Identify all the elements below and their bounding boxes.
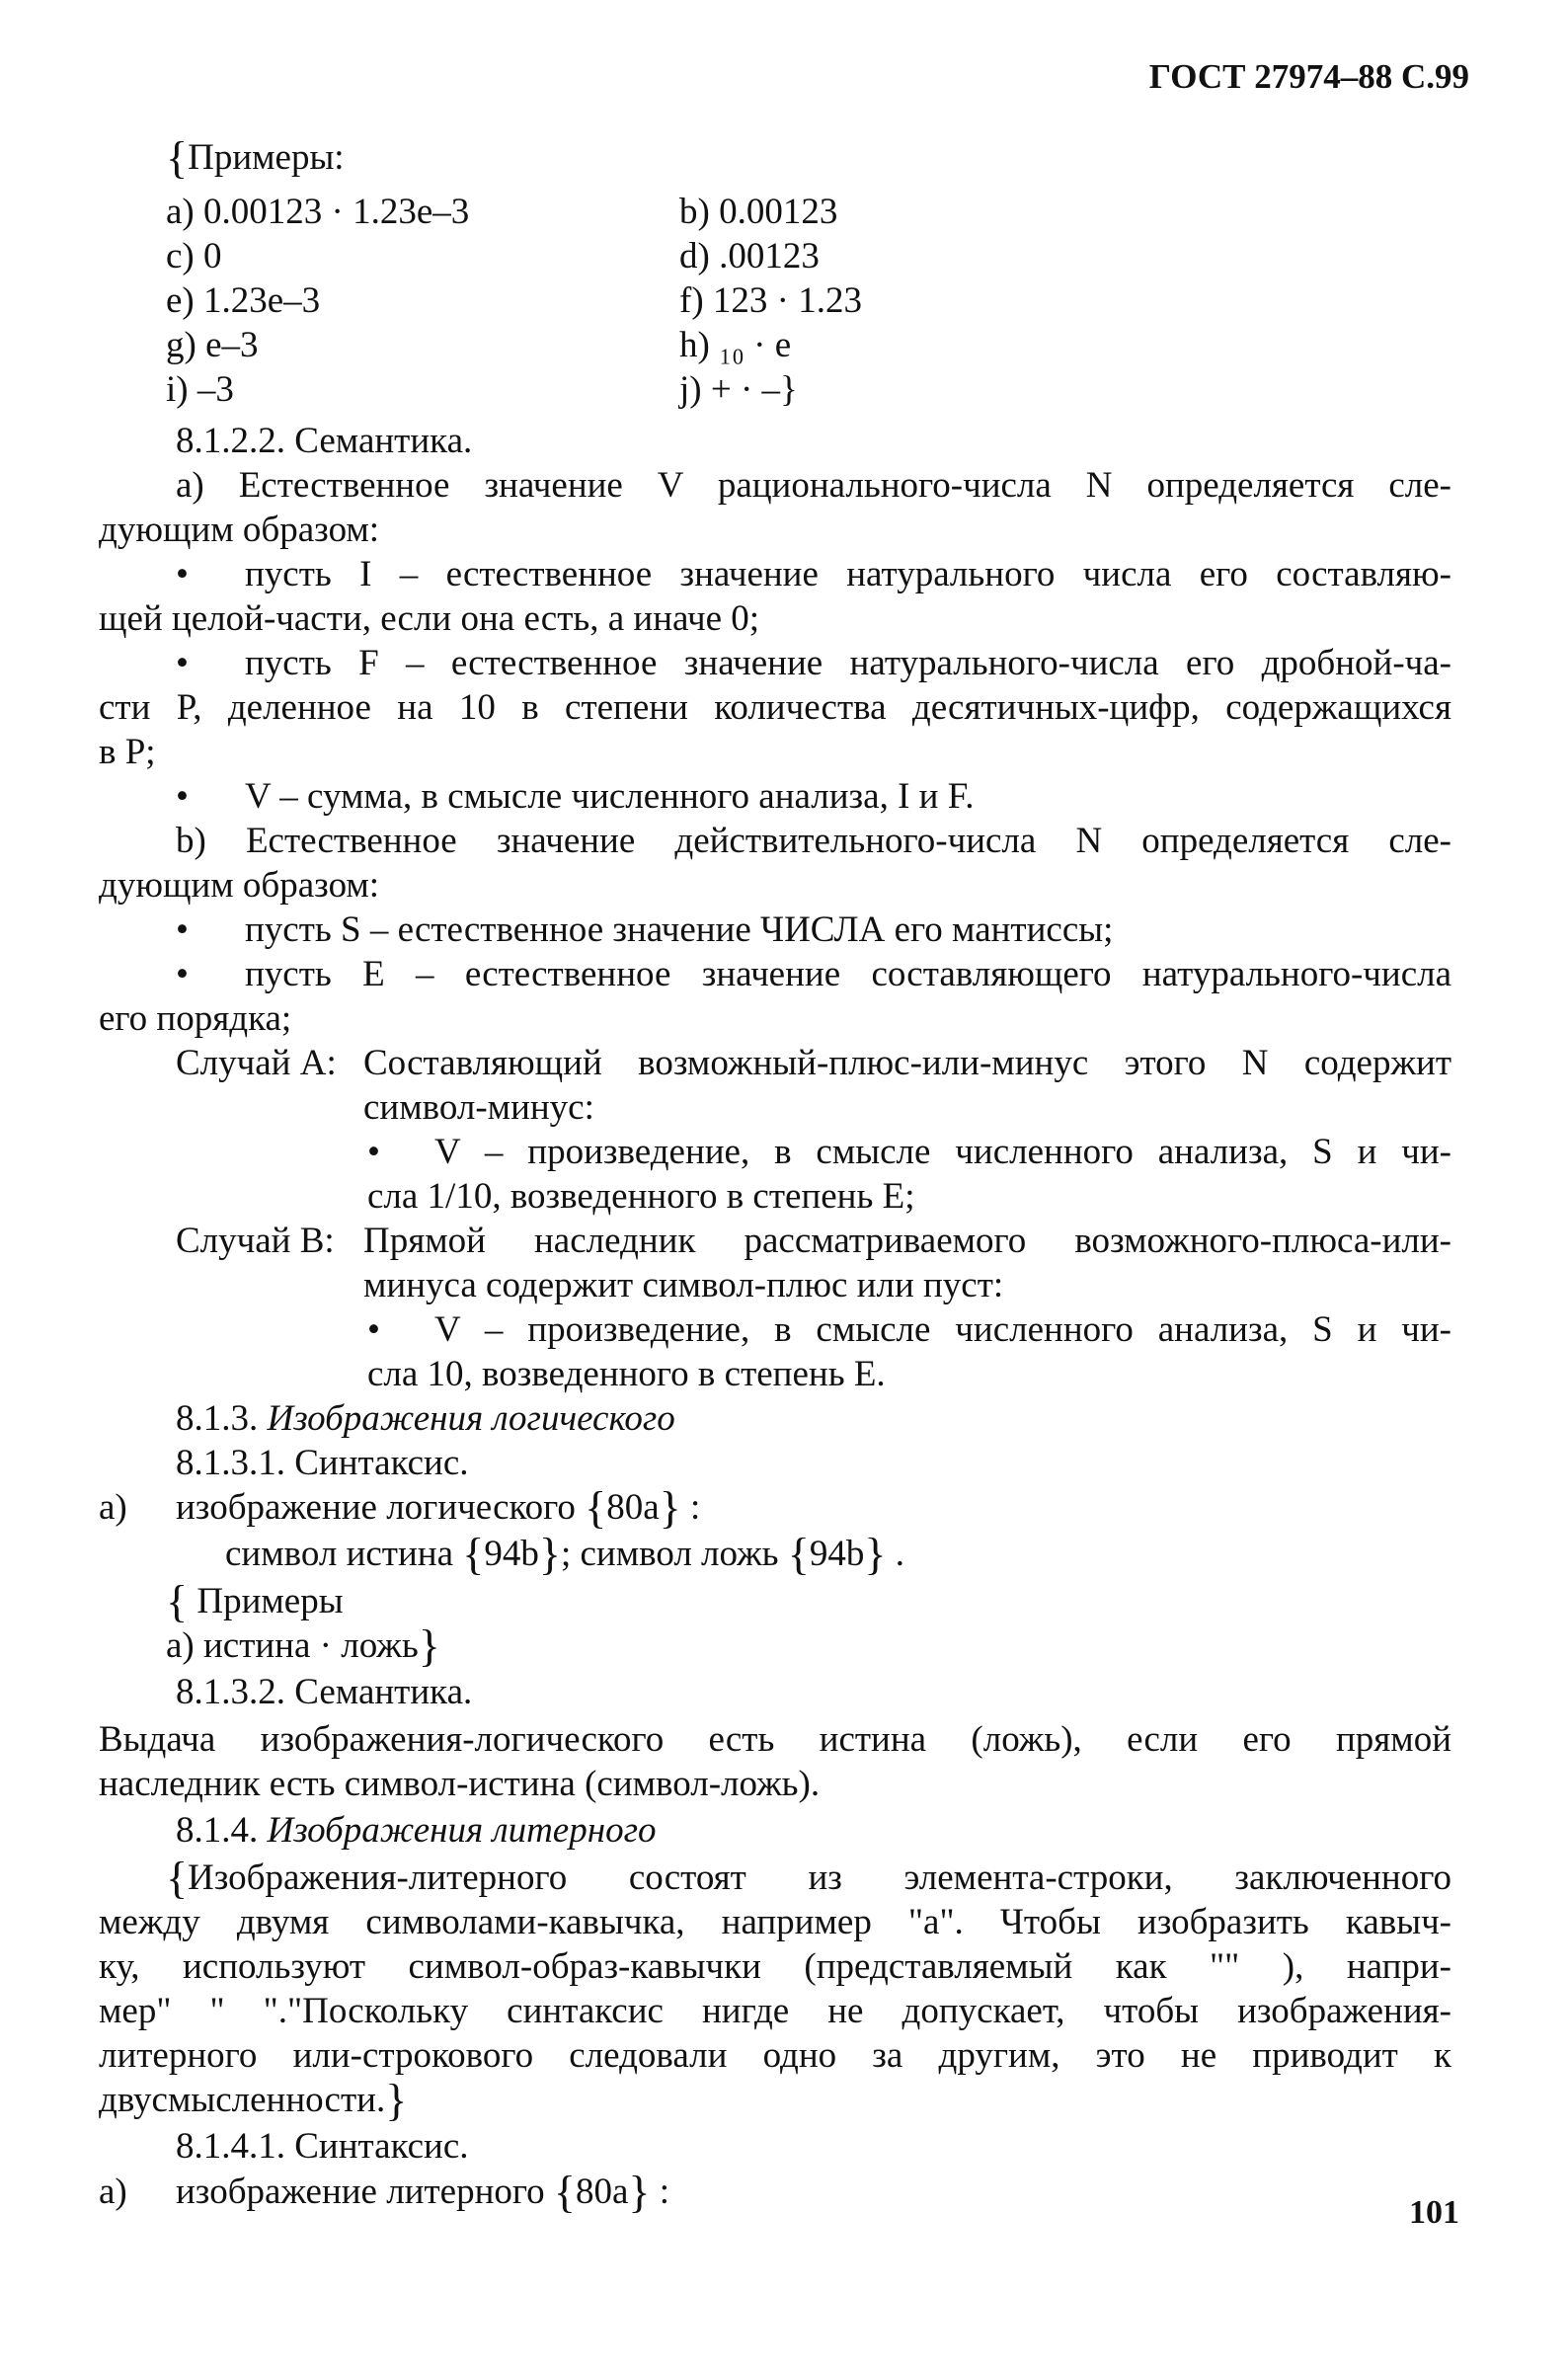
paragraph-line: дующим образом: bbox=[99, 510, 380, 550]
page-header: ГОСТ 27974–88 С.99 bbox=[1148, 57, 1469, 96]
example-right: d) .00123 bbox=[679, 236, 820, 276]
bullet-icon: • bbox=[367, 1309, 380, 1350]
bullet-icon: • bbox=[176, 643, 189, 683]
section-heading: 8.1.3.2. Семантика. bbox=[176, 1672, 473, 1712]
paragraph-line: b) Естественное значение действительного-числа N определяется сле- bbox=[176, 821, 1451, 861]
case-text: минуса содержит символ-плюс или пуст: bbox=[363, 1265, 1004, 1305]
paragraph-line: ку, используют символ-образ-кавычки (представляемый как "" ), напри- bbox=[99, 1946, 1451, 1987]
syntax-rule: изображение литерного {80a} : bbox=[176, 2167, 670, 2217]
example-line: а) истина · ложь} bbox=[166, 1620, 440, 1671]
case-text: символ-минус: bbox=[363, 1087, 594, 1128]
paragraph-line: Изображения-литерного состоят из элемента-строки, заключенного bbox=[188, 1857, 1451, 1898]
case-text: Прямой наследник рассматриваемого возможного-плюса-или- bbox=[363, 1221, 1451, 1261]
example-right: j) + · –} bbox=[679, 369, 798, 410]
section-heading: 8.1.4. Изображения литерного bbox=[176, 1810, 657, 1851]
bullet-icon: • bbox=[367, 1132, 380, 1172]
example-left: e) 1.23e–3 bbox=[166, 280, 321, 321]
example-left: i) –3 bbox=[166, 369, 234, 410]
case-bullet-text: V – произведение, в смысле численного анализа, S и чи- bbox=[434, 1132, 1451, 1172]
example-right: h) ₁₀ · e bbox=[679, 325, 792, 365]
section-heading: 8.1.3. Изображения логического bbox=[176, 1398, 675, 1439]
example-left: a) 0.00123 · 1.23e–3 bbox=[166, 192, 470, 232]
paragraph-line: Выдача изображения-логического есть истина (ложь), если его прямой bbox=[99, 1719, 1451, 1760]
example-right: f) 123 · 1.23 bbox=[679, 280, 862, 321]
paragraph-line: дующим образом: bbox=[99, 865, 380, 906]
paragraph-line: литерного или-строкового следовали одно за другим, это не приводит к bbox=[99, 2035, 1451, 2076]
case-bullet-text: сла 1/10, возведенного в степень E; bbox=[367, 1176, 915, 1217]
syntax-rule: символ истина {94b}; символ ложь {94b} . bbox=[225, 1529, 904, 1579]
paragraph-line: наследник есть символ-истина (символ-ложь). bbox=[99, 1764, 821, 1804]
paragraph-line: двусмысленности.} bbox=[99, 2075, 408, 2125]
bullet-icon: • bbox=[176, 554, 189, 594]
page-number: 101 bbox=[1409, 2194, 1459, 2231]
case-bullet-text: сла 10, возведенного в степень E. bbox=[367, 1354, 886, 1394]
bullet-text: пусть I – естественное значение натурального числа его составляю- bbox=[245, 554, 1451, 594]
paragraph-line: а) Естественное значение V рационального-числа N определяется сле- bbox=[176, 465, 1451, 506]
bullet-text: пусть F – естественное значение натурального-числа его дробной-ча- bbox=[245, 643, 1451, 683]
paragraph-line: между двумя символами-кавычка, например "a". Чтобы изобразить кавыч- bbox=[99, 1902, 1451, 1942]
case-bullet-text: V – произведение, в смысле численного анализа, S и чи- bbox=[434, 1309, 1451, 1350]
bullet-text: сти P, деленное на 10 в степени количества десятичных-цифр, содержащихся bbox=[99, 687, 1451, 728]
section-heading: 8.1.2.2. Семантика. bbox=[176, 421, 473, 461]
case-text: Составляющий возможный-плюс-или-минус этого N содержит bbox=[363, 1043, 1451, 1083]
bullet-text: в P; bbox=[99, 732, 156, 772]
paragraph-line: мер" " "."Поскольку синтаксис нигде не допускает, чтобы изображения- bbox=[99, 1991, 1451, 2031]
brace-open: { bbox=[166, 1853, 189, 1903]
syntax-label: а) bbox=[99, 1487, 127, 1528]
bullet-text: пусть E – естественное значение составляющего натурального-числа bbox=[245, 954, 1451, 994]
bullet-icon: • bbox=[176, 776, 189, 817]
bullet-text: пусть S – естественное значение ЧИСЛА его мантиссы; bbox=[245, 909, 1114, 950]
syntax-rule: изображение логического {80a} : bbox=[176, 1482, 701, 1533]
example-right: b) 0.00123 bbox=[679, 192, 838, 232]
examples-title: {Примеры: bbox=[166, 132, 345, 183]
bullet-text: V – сумма, в смысле численного анализа, I и F. bbox=[245, 776, 975, 817]
examples-title: { Примеры bbox=[166, 1576, 344, 1626]
syntax-label: а) bbox=[99, 2172, 127, 2212]
section-heading: 8.1.4.1. Синтаксис. bbox=[176, 2126, 469, 2167]
bullet-icon: • bbox=[176, 954, 189, 994]
example-left: c) 0 bbox=[166, 236, 222, 276]
bullet-icon: • bbox=[176, 909, 189, 950]
section-heading: 8.1.3.1. Синтаксис. bbox=[176, 1443, 469, 1483]
bullet-text: щей целой-части, если она есть, а иначе 0; bbox=[99, 598, 760, 639]
case-label: Случай A: bbox=[176, 1043, 337, 1083]
example-left: g) e–3 bbox=[166, 325, 259, 365]
case-label: Случай B: bbox=[176, 1221, 335, 1261]
bullet-text: его порядка; bbox=[99, 998, 292, 1039]
